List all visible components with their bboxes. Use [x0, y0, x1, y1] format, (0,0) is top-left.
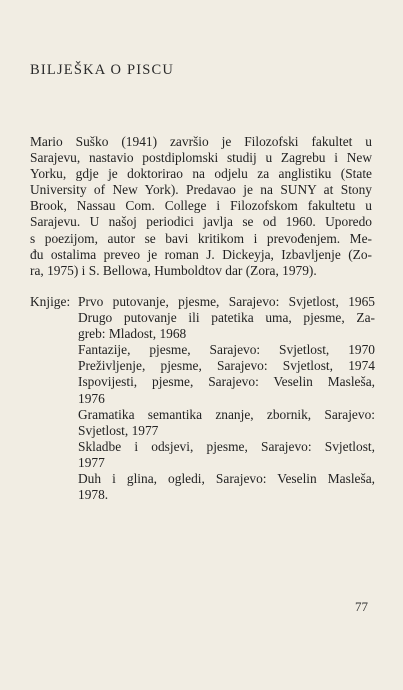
bibliography-line: greb: Mladost, 1968	[78, 326, 187, 342]
bio-line: Yorku, gdje je doktorirao na odjelu za anglistiku (State	[30, 166, 372, 182]
bibliography-line: Gramatika semantika znanje, zbornik, Sarajevo:	[78, 406, 375, 422]
bibliography-line: Preživljenje, pjesme, Sarajevo: Svjetlost, 1974	[78, 358, 375, 374]
bio-line: Sarajevu, nastavio postdiplomski studij u Zagrebu i New	[30, 150, 372, 166]
bibliography-line: Fantazije, pjesme, Sarajevo: Svjetlost, 1970	[78, 342, 375, 358]
bibliography-line: Svjetlost, 1977	[78, 422, 159, 438]
bibliography-line: 1978.	[78, 487, 109, 503]
bibliography-line: Skladbe i odsjevi, pjesme, Sarajevo: Svjetlost,	[78, 438, 375, 454]
bio-line: University of New York). Predavao je na SUNY at Stony	[30, 182, 372, 198]
bibliography-line: Ispovijesti, pjesme, Sarajevo: Veselin Masleša,	[78, 374, 375, 390]
page-number: 77	[355, 599, 368, 614]
bibliography-list	[78, 294, 375, 503]
bio-line: Mario Suško (1941) završio je Filozofski fakultet u	[30, 134, 372, 149]
page-title: BILJEŠKA O PISCU	[30, 62, 175, 78]
bibliography-line: Drugo putovanje ili patetika uma, pjesme, Za-	[78, 310, 375, 326]
bio-line: ra, 1975) i S. Bellowa, Humboldtov dar (Zora, 1979).	[30, 262, 317, 278]
bio-line: Sarajevu. U našoj periodici javlja se od 1960. Uporedo	[30, 214, 372, 230]
bibliography-line: 1976	[78, 390, 105, 406]
bio-line: đu ostalima preveo je roman J. Dickeyja, Izbavljenje (Zo-	[30, 246, 372, 262]
bio-line: s poezijom, autor se bavi kritikom i prevođenjem. Me-	[30, 230, 372, 246]
author-biography	[30, 134, 372, 279]
bibliography-line: Duh i glina, ogledi, Sarajevo: Veselin Masleša,	[78, 471, 375, 487]
bibliography-line: Prvo putovanje, pjesme, Sarajevo: Svjetlost, 1965	[78, 294, 375, 309]
bio-line: Brook, Nassau Com. College i Filozofskom fakultetu u	[30, 198, 372, 214]
bibliography-line: 1977	[78, 454, 105, 470]
bibliography-label: Knjige:	[30, 294, 71, 309]
